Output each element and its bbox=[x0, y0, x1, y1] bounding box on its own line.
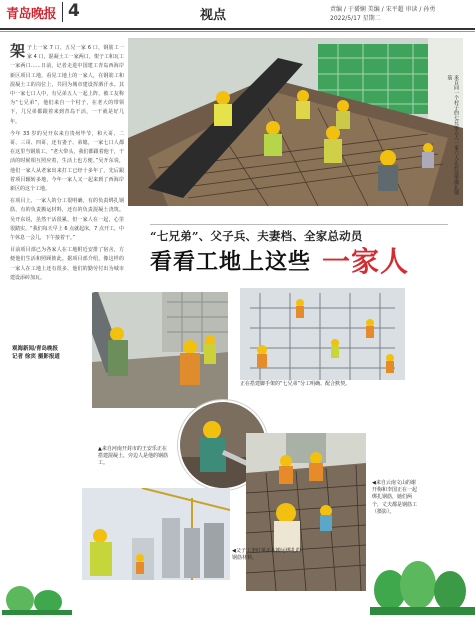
caption-father-son: ◀父子工李红英正在搬运绑扎的钢筋材料。 bbox=[232, 548, 301, 562]
scaffold-scene-illustration bbox=[240, 288, 405, 380]
caption-scaffold: 正在搭建脚手架的“七兄弟”分工明确、配合默契。 bbox=[240, 381, 351, 387]
rebar-couple-illustration bbox=[246, 433, 366, 591]
header-rule-thin bbox=[0, 31, 475, 32]
photo-concrete-couple bbox=[92, 292, 228, 408]
concrete-scene-illustration bbox=[92, 292, 228, 408]
header-meta bbox=[330, 5, 435, 23]
headline-kicker: “七兄弟”、父子兵、夫妻档、全家总动员 bbox=[150, 229, 363, 243]
photo-rebar-workers bbox=[128, 38, 463, 206]
tree-silhouette-icon bbox=[2, 580, 72, 615]
article-paragraph: 子上一家 7 口，五兄一家 6 口，钢筋工一家 4 口，混凝土工一家两口，架子工和瓦工一家两口……日前，记者走进中国建工青岛西海岸新区项目工地，看见工地上的一家人，在钢筋工和混凝土工的岗位上，共同为城市建设挥洒汗水。其中一家七口人中，有兄弟五人一起上阵，被工友称为“七兄弟”，他们来自一个村子，在老大的带领下，几兄弟都跟着来到青岛干活，一干就是好几年。 bbox=[10, 45, 124, 125]
editor-credits: 责编 / 于赟娴 美编 / 宋平超 审读 / 孙勇 bbox=[330, 6, 436, 13]
section-title: 视点 bbox=[200, 8, 227, 23]
caption-top-right: 来自同一个村子的七兄弟五人一家六人正在这里绑扎钢筋 bbox=[446, 75, 459, 195]
photo-rebar-couple bbox=[246, 433, 366, 591]
article-body bbox=[10, 44, 124, 286]
headline-accent: 一家人 bbox=[322, 245, 410, 278]
page-number: 4 bbox=[68, 1, 80, 21]
byline-reporter: 记者 徐宾 摄影报道 bbox=[12, 354, 60, 360]
caption-couple: ▲来自河南开封市的王安乐正在搭建混凝土，旁边人是他的钢筋工。 bbox=[98, 446, 169, 467]
caption-lower-right: ◀来自云南文山的谢开梅和李国正在一起绑扎钢筋，她们两个，丈夫都是钢筋工（摄影）。 bbox=[372, 480, 418, 515]
headline-main: 看看工地上这些 bbox=[150, 250, 312, 275]
header-rule bbox=[0, 28, 475, 30]
issue-date: 2022/5/17 星期二 bbox=[330, 15, 381, 22]
rebar-scene-illustration bbox=[128, 38, 463, 206]
drop-cap: 架 bbox=[10, 42, 26, 60]
cranes-scene-illustration bbox=[82, 488, 230, 580]
tree-decoration bbox=[370, 555, 475, 615]
article-paragraph: 目前项目部已为各家人在工地附近安排了宿舍，方便他们生活和照顾彼此。据项目部介绍，像这样的一家人在工地上还有很多，他们的勤劳付出为城市建设添砖加瓦。 bbox=[10, 247, 124, 281]
tree-decoration-left bbox=[2, 580, 72, 615]
photo-father-son bbox=[82, 488, 230, 580]
tree-silhouette-icon bbox=[370, 555, 475, 615]
photo-scaffold-team bbox=[240, 288, 405, 380]
article-paragraph: 在项目上，一家人的分工很明确，有的负责绑扎钢筋，有的负责搬运材料，还有的负责混凝土浇筑。吴开东说，虽然干活很累，但一家人在一起，心里很踏实。“我们每天早上 6 点就起床，7 点开工，中午休息一会儿，下午接着干。” bbox=[10, 198, 124, 242]
header-divider bbox=[62, 2, 63, 22]
newspaper-logo: 青岛晚报 bbox=[6, 7, 57, 22]
headline-rule bbox=[150, 224, 448, 225]
article-paragraph: 今年 33 岁的吴开东来自贵州毕节，和大哥、二哥、三哥、四哥，还有妻子、弟媳，一家七口人都在这里当钢筋工。“老大带头，我们都跟着他干，干活的时候相互照应着，生活上也方便。”吴开东说，他们一家人从老家出来打工已经十多年了，先后跟着项目辗转多地，今年一家人又一起来到了西海岸新区的这个工地。 bbox=[10, 130, 124, 193]
byline-outlet: 观海新闻/青岛晚报 bbox=[12, 346, 59, 352]
